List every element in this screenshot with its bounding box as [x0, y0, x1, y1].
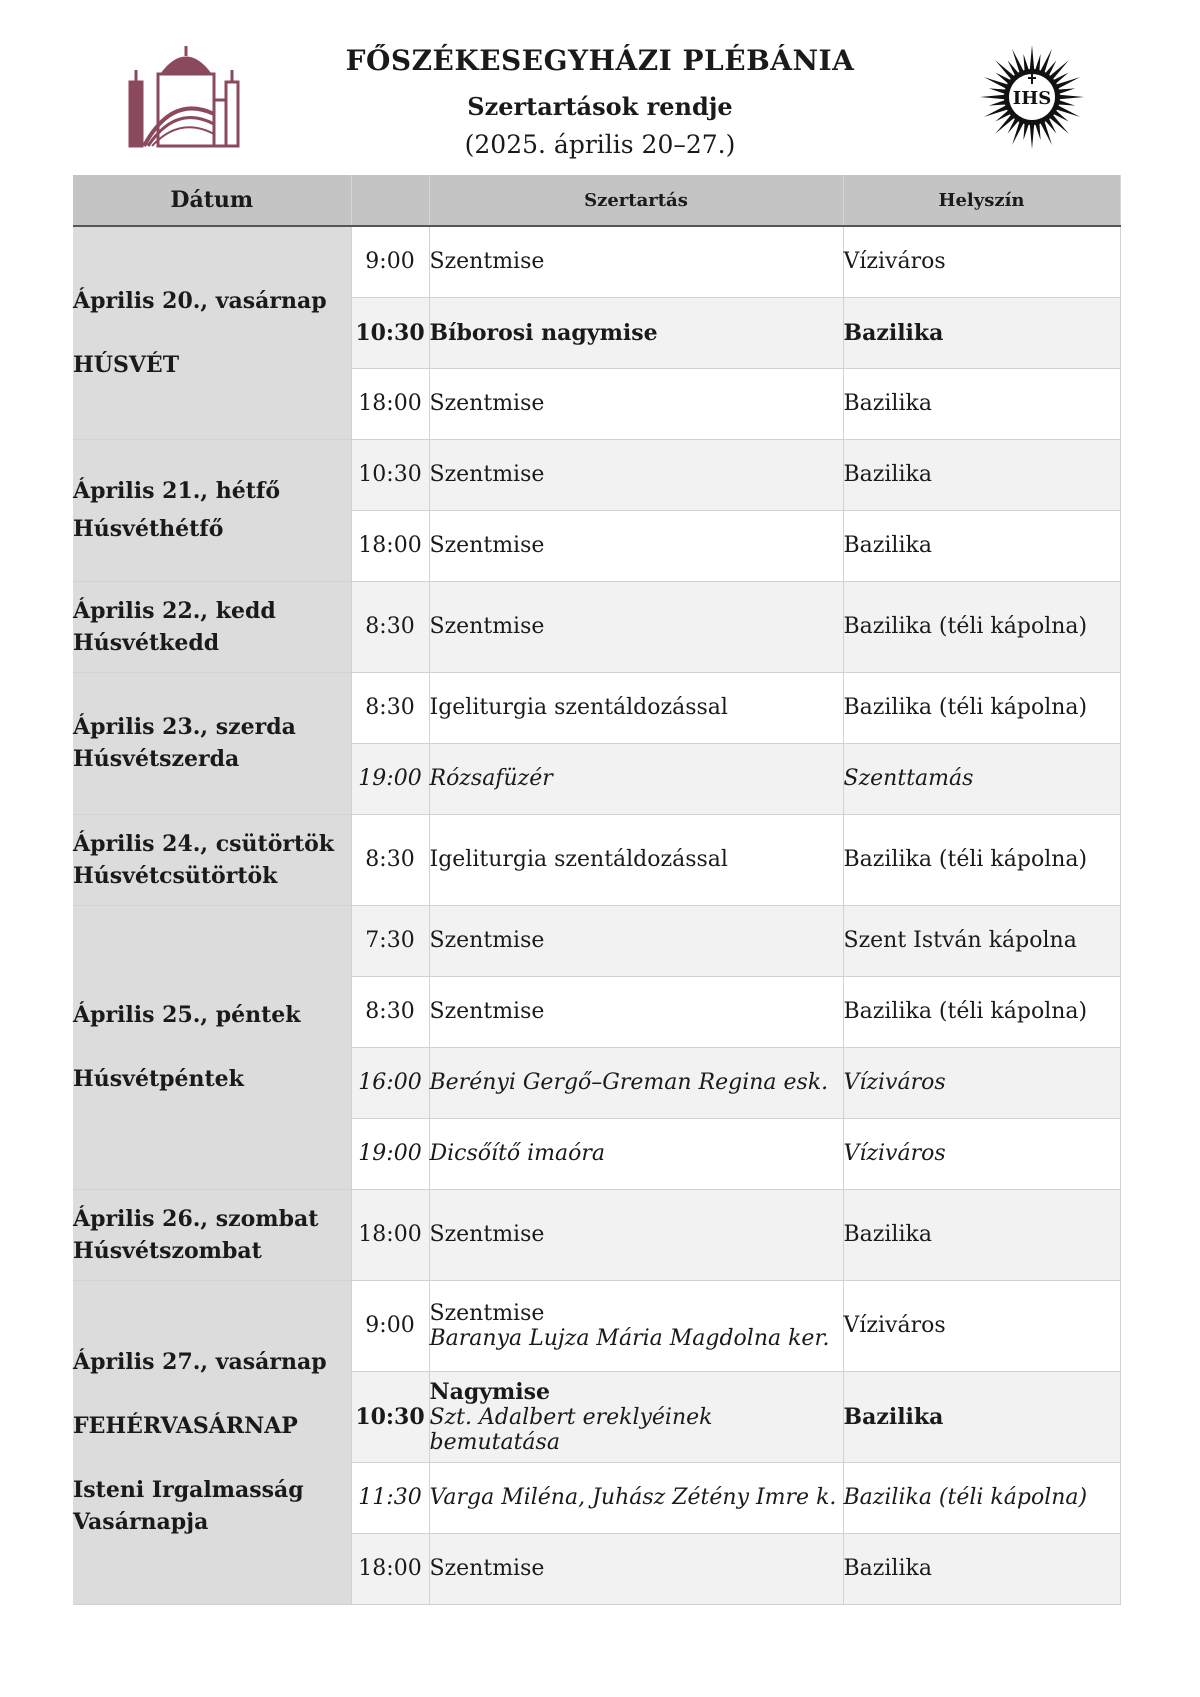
- date-cell: [73, 905, 351, 1189]
- location-cell: Bazilika: [843, 1533, 1120, 1604]
- time-cell: 8:30: [351, 814, 429, 905]
- date-cell: [73, 1189, 351, 1280]
- service-cell: Szentmise: [429, 226, 843, 297]
- ihs-emblem-icon: [978, 44, 1086, 150]
- date-cell: [73, 1280, 351, 1604]
- service-cell: [429, 1371, 843, 1462]
- service-cell: Szentmise: [429, 510, 843, 581]
- date-cell: [73, 581, 351, 672]
- time-cell: 18:00: [351, 1533, 429, 1604]
- location-cell: Bazilika: [843, 510, 1120, 581]
- time-cell: 10:30: [351, 297, 429, 368]
- date-range: (2025. április 20–27.): [464, 130, 736, 159]
- sun-ray: [980, 95, 1006, 100]
- time-cell: 7:30: [351, 905, 429, 976]
- feast-label: Húsvétpéntek: [73, 1066, 244, 1092]
- location-cell: Bazilika: [843, 439, 1120, 510]
- service-name: Nagymise: [429, 1378, 551, 1405]
- service-cell: Szentmise: [429, 976, 843, 1047]
- feast-label: Húsvétszerda: [73, 746, 240, 772]
- service-cell: Szentmise: [429, 439, 843, 510]
- date-label: Április 27., vasárnap: [73, 1349, 327, 1375]
- schedule-table: [73, 175, 1121, 1605]
- date-label: Április 26., szombat: [73, 1205, 319, 1232]
- table-row: [73, 1189, 1120, 1280]
- date-label: Április 21., hétfő: [73, 478, 281, 504]
- table-row: [73, 1280, 1120, 1371]
- time-cell: 9:00: [351, 226, 429, 297]
- location-cell: Bazilika: [843, 1371, 1120, 1462]
- column-header-location: Helyszín: [843, 175, 1120, 226]
- feast-label: FEHÉRVASÁRNAP: [73, 1413, 298, 1439]
- location-cell: Szent István kápolna: [843, 905, 1120, 976]
- service-cell: Igeliturgia szentáldozással: [429, 814, 843, 905]
- service-cell: Szentmise: [429, 581, 843, 672]
- location-cell: Szenttamás: [843, 743, 1120, 814]
- service-cell: Szentmise: [429, 1189, 843, 1280]
- time-cell: 18:00: [351, 1189, 429, 1280]
- service-cell: Rózsafüzér: [429, 743, 843, 814]
- service-cell: Dicsőítő imaóra: [429, 1118, 843, 1189]
- service-note: Szt. Adalbert ereklyéinek bemutatása: [429, 1404, 713, 1455]
- page-title: FŐSZÉKESEGYHÁZI PLÉBÁNIA: [345, 44, 855, 77]
- sun-ray: [1030, 123, 1035, 149]
- service-cell: Szentmise: [429, 368, 843, 439]
- table-row: [73, 439, 1120, 510]
- sun-ray: [1030, 45, 1035, 71]
- service-cell: Szentmise: [429, 1533, 843, 1604]
- time-cell: 18:00: [351, 368, 429, 439]
- page-header: [0, 0, 1200, 175]
- date-cell: [73, 672, 351, 814]
- feast-label: Húsvétcsütörtök: [73, 862, 278, 889]
- location-cell: Bazilika (téli kápolna): [843, 672, 1120, 743]
- column-header-time: [351, 175, 429, 226]
- location-cell: Bazilika: [843, 297, 1120, 368]
- feast-label-line-1: Isteni Irgalmasság: [73, 1477, 304, 1503]
- table-row: [73, 905, 1120, 976]
- ihs-text: IHS: [1012, 88, 1052, 109]
- page-subtitle: Szertartások rendje: [467, 92, 733, 121]
- date-label: Április 24., csütörtök: [73, 830, 335, 857]
- date-spacer: [73, 1031, 351, 1063]
- location-cell: Bazilika: [843, 1189, 1120, 1280]
- service-cell: [429, 1280, 843, 1371]
- feast-label-line-2: Vasárnapja: [73, 1509, 209, 1535]
- table-row: [73, 672, 1120, 743]
- location-cell: Bazilika (téli kápolna): [843, 581, 1120, 672]
- feast-label: Húsvétkedd: [73, 629, 220, 656]
- date-label: Április 22., kedd: [73, 597, 276, 624]
- location-cell: Bazilika (téli kápolna): [843, 814, 1120, 905]
- sun-ray: [1058, 95, 1084, 100]
- location-cell: Bazilika (téli kápolna): [843, 976, 1120, 1047]
- date-spacer: [73, 1378, 351, 1410]
- time-cell: 8:30: [351, 581, 429, 672]
- service-cell: Varga Miléna, Juhász Zétény Imre k.: [429, 1462, 843, 1533]
- time-cell: 10:30: [351, 439, 429, 510]
- table-header-row: [73, 175, 1120, 226]
- date-label: Április 20., vasárnap: [73, 287, 327, 314]
- column-header-date: Dátum: [73, 175, 351, 226]
- time-cell: 8:30: [351, 976, 429, 1047]
- feast-label: Húsvétszombat: [73, 1237, 262, 1264]
- location-cell: Víziváros: [843, 1118, 1120, 1189]
- date-label: Április 25., péntek: [73, 1002, 301, 1028]
- location-cell: Víziváros: [843, 1280, 1120, 1371]
- date-label: Április 23., szerda: [73, 714, 296, 740]
- service-note: Baranya Lujza Mária Magdolna ker.: [429, 1325, 830, 1351]
- time-cell: 10:30: [351, 1371, 429, 1462]
- time-cell: 16:00: [351, 1047, 429, 1118]
- date-spacer: [73, 1442, 351, 1474]
- location-cell: Bazilika (téli kápolna): [843, 1462, 1120, 1533]
- date-cell: [73, 226, 351, 439]
- location-cell: Víziváros: [843, 226, 1120, 297]
- time-cell: 11:30: [351, 1462, 429, 1533]
- time-cell: 19:00: [351, 1118, 429, 1189]
- feast-label: HÚSVÉT: [73, 351, 180, 378]
- time-cell: 19:00: [351, 743, 429, 814]
- service-cell: Berényi Gergő–Greman Regina esk.: [429, 1047, 843, 1118]
- table-row: [73, 226, 1120, 297]
- service-cell: Igeliturgia szentáldozással: [429, 672, 843, 743]
- column-header-service: Szertartás: [429, 175, 843, 226]
- feast-label: Húsvéthétfő: [73, 516, 224, 542]
- time-cell: 9:00: [351, 1280, 429, 1371]
- date-cell: [73, 814, 351, 905]
- date-spacer: [73, 317, 351, 349]
- service-cell: Bíborosi nagymise: [429, 297, 843, 368]
- time-cell: 18:00: [351, 510, 429, 581]
- location-cell: Bazilika: [843, 368, 1120, 439]
- date-cell: [73, 439, 351, 581]
- service-name: Szentmise: [429, 1300, 545, 1326]
- service-cell: Szentmise: [429, 905, 843, 976]
- time-cell: 8:30: [351, 672, 429, 743]
- table-row: [73, 814, 1120, 905]
- table-row: [73, 581, 1120, 672]
- location-cell: Víziváros: [843, 1047, 1120, 1118]
